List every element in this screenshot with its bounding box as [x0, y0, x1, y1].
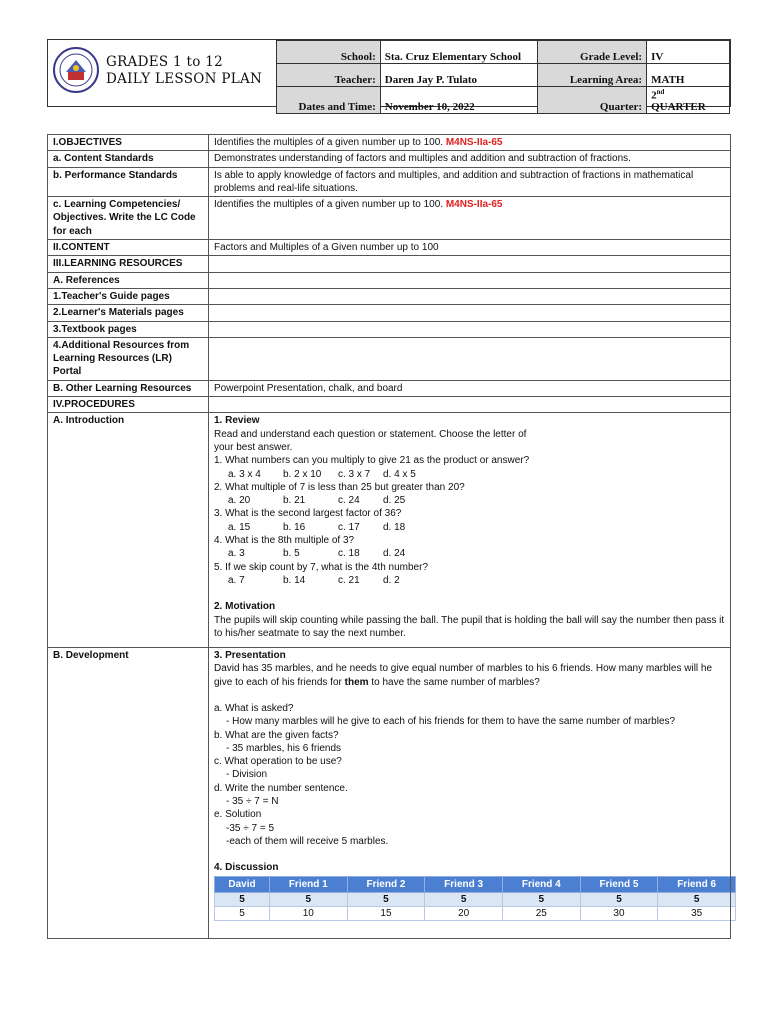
table-cell: 5 [215, 892, 270, 906]
column-header: Friend 2 [347, 876, 425, 892]
content-standards-text: Demonstrates understanding of factors and multiples and addition and subtraction of fractions. [209, 151, 731, 167]
dates-value: November 10, 2022 [380, 87, 538, 114]
content-text: Factors and Multiples of a Given number up to 100 [209, 240, 731, 256]
performance-standards-text: Is able to apply knowledge of factors and multiples, and addition and subtraction of fractions in mathematical problems and real-life situations. [209, 167, 731, 197]
option: a. 3 x 4 [228, 468, 261, 480]
quarter-number: 2 [651, 89, 657, 102]
area-label: Learning Area: [538, 64, 647, 87]
solution-line-1: -35 ÷ 7 = 5 [226, 822, 275, 834]
question-c-label: c. What operation to be use? [214, 756, 342, 768]
option: d. 25 [383, 495, 406, 507]
objectives-label: I.OBJECTIVES [48, 135, 209, 151]
option: d. 4 x 5 [383, 468, 416, 480]
question-2: 2. What multiple of 7 is less than 25 but greater than 20? [214, 481, 465, 493]
table-cell: 35 [658, 906, 736, 920]
table-row [48, 151, 731, 167]
table-cell: 5 [347, 892, 425, 906]
review-title: 1. Review [214, 415, 260, 427]
option: c. 17 [338, 521, 360, 533]
lesson-plan-table [47, 134, 731, 939]
other-resources-text: Powerpoint Presentation, chalk, and board [209, 380, 731, 396]
empty-cell [209, 397, 731, 413]
introduction-label: A. Introduction [48, 413, 209, 648]
table-row [48, 321, 731, 337]
option: d. 2 [383, 574, 400, 586]
procedures-label: IV.PROCEDURES [48, 397, 209, 413]
grade-value: IV [647, 41, 730, 64]
header-title-line1: GRADES 1 to 12 [106, 54, 224, 70]
development-label: B. Development [48, 648, 209, 939]
motivation-title: 2. Motivation [214, 601, 276, 613]
problem-text-start: David has 35 marbles, and he needs to give equal number of marbles to his 6 friends. How many marbles will he give to each of his friends for [214, 663, 713, 688]
table-cell: 25 [502, 906, 580, 920]
question-1-options [214, 468, 725, 481]
table-row [48, 288, 731, 304]
teacher-value: Daren Jay P. Tulato [380, 64, 538, 87]
question-b-answer: - 35 marbles, his 6 friends [226, 742, 342, 754]
development-cell [209, 648, 731, 939]
table-row [48, 397, 731, 413]
table-row [48, 167, 731, 197]
question-3: 3. What is the second largest factor of 36? [214, 508, 402, 520]
question-3-options [214, 521, 725, 534]
problem-text [214, 662, 725, 689]
table-row [215, 906, 736, 920]
content-standards-label: a. Content Standards [48, 151, 209, 167]
column-header: Friend 1 [269, 876, 347, 892]
quarter-word: QUARTER [651, 100, 706, 113]
column-header: Friend 6 [658, 876, 736, 892]
question-4: 4. What is the 8th multiple of 3? [214, 535, 355, 547]
table-row [48, 135, 731, 151]
competencies-cell [209, 197, 731, 240]
teachers-guide-label: 1.Teacher's Guide pages [48, 288, 209, 304]
table-cell: 30 [580, 906, 658, 920]
option: b. 14 [283, 574, 306, 586]
question-a-answer: - How many marbles will he give to each of his friends for them to have the same number of marbles? [226, 716, 676, 728]
area-value: MATH [647, 64, 730, 87]
references-label: A. References [48, 272, 209, 288]
review-instruction-1: Read and understand each question or statement. Choose the letter of [214, 428, 527, 440]
teacher-label: Teacher: [277, 64, 381, 87]
question-c-answer: - Division [226, 769, 268, 781]
option: b. 21 [283, 495, 306, 507]
competencies-label: c. Learning Competencies/ Objectives. Write the LC Code for each [48, 197, 209, 240]
learning-resources-label: III.LEARNING RESOURCES [48, 256, 209, 272]
deped-seal-icon [52, 46, 100, 94]
question-2-options [214, 494, 725, 507]
table-cell: 5 [658, 892, 736, 906]
empty-cell [209, 321, 731, 337]
column-header: Friend 4 [502, 876, 580, 892]
objectives-text: Identifies the multiples of a given number up to 100. [214, 137, 444, 148]
presentation-title: 3. Presentation [214, 650, 286, 662]
option: a. 7 [228, 574, 245, 586]
option: b. 16 [283, 521, 306, 533]
question-5-options [214, 574, 725, 587]
learners-materials-label: 2.Learner's Materials pages [48, 305, 209, 321]
question-d-answer: - 35 ÷ 7 = N [226, 796, 279, 808]
competencies-lc-code: M4NS-IIa-65 [445, 199, 503, 211]
quarter-suffix: nd [656, 88, 665, 96]
competencies-text: Identifies the multiples of a given number up to 100. [214, 199, 444, 211]
option: a. 3 [228, 548, 245, 560]
empty-cell [209, 337, 731, 380]
solution-line-2: -each of them will receive 5 marbles. [226, 835, 389, 847]
table-row [48, 380, 731, 396]
motivation-text: The pupils will skip counting while passing the ball. The pupil that is holding the ball will say the number then pass it to his/her seatmate to say the next number. [214, 614, 725, 639]
review-instruction-2: your best answer. [214, 441, 293, 453]
option: c. 18 [338, 548, 360, 560]
question-4-options [214, 547, 725, 560]
option: c. 24 [338, 495, 360, 507]
question-a-label: a. What is asked? [214, 702, 294, 714]
option: b. 5 [283, 548, 300, 560]
question-5: 5. If we skip count by 7, what is the 4th number? [214, 561, 429, 573]
table-cell: 5 [425, 892, 503, 906]
school-value: Sta. Cruz Elementary School [380, 41, 538, 64]
empty-cell [209, 305, 731, 321]
table-row [48, 648, 731, 939]
table-cell: 20 [425, 906, 503, 920]
table-row [215, 892, 736, 906]
problem-text-end: to have the same number of marbles? [371, 676, 540, 688]
option: d. 24 [383, 548, 406, 560]
table-cell: 15 [347, 906, 425, 920]
option: a. 20 [228, 495, 251, 507]
performance-standards-label: b. Performance Standards [48, 167, 209, 197]
table-row [48, 197, 731, 240]
option: a. 15 [228, 521, 251, 533]
table-cell: 5 [215, 906, 270, 920]
other-resources-label: B. Other Learning Resources [48, 380, 209, 396]
question-e-label: e. Solution [214, 809, 262, 821]
discussion-table [214, 876, 736, 921]
school-label: School: [277, 41, 381, 64]
table-row [48, 413, 731, 648]
table-row [48, 337, 731, 380]
table-row [48, 256, 731, 272]
table-row [48, 272, 731, 288]
table-cell: 10 [269, 906, 347, 920]
option: c. 21 [338, 574, 360, 586]
table-cell: 5 [580, 892, 658, 906]
question-b-label: b. What are the given facts? [214, 729, 339, 741]
introduction-cell [209, 413, 731, 648]
empty-cell [209, 272, 731, 288]
lc-code: M4NS-IIa-65 [445, 137, 503, 148]
question-d-label: d. Write the number sentence. [214, 782, 348, 794]
quarter-label: Quarter: [538, 87, 647, 114]
option: b. 2 x 10 [283, 468, 322, 480]
grade-label: Grade Level: [538, 41, 647, 64]
header-title-line2: DAILY LESSON PLAN [106, 71, 263, 87]
column-header: Friend 5 [580, 876, 658, 892]
table-cell: 5 [502, 892, 580, 906]
table-row [48, 240, 731, 256]
empty-cell [209, 256, 731, 272]
option: c. 3 x 7 [338, 468, 371, 480]
additional-resources-label: 4.Additional Resources from Learning Resources (LR) Portal [48, 337, 209, 380]
lesson-plan-header [47, 39, 731, 113]
question-1: 1. What numbers can you multiply to give 21 as the product or answer? [214, 455, 530, 467]
column-header: Friend 3 [425, 876, 503, 892]
column-header: David [215, 876, 270, 892]
header-branding [48, 40, 277, 106]
quarter-value [647, 87, 730, 114]
header-meta-table [276, 40, 730, 114]
empty-cell [209, 288, 731, 304]
problem-text-emphasis: them [344, 676, 369, 688]
textbook-label: 3.Textbook pages [48, 321, 209, 337]
dates-label: Dates and Time: [277, 87, 381, 114]
discussion-title: 4. Discussion [214, 862, 279, 874]
table-row [48, 305, 731, 321]
objectives-cell [209, 135, 731, 151]
table-cell: 5 [269, 892, 347, 906]
content-label: II.CONTENT [48, 240, 209, 256]
option: d. 18 [383, 521, 406, 533]
